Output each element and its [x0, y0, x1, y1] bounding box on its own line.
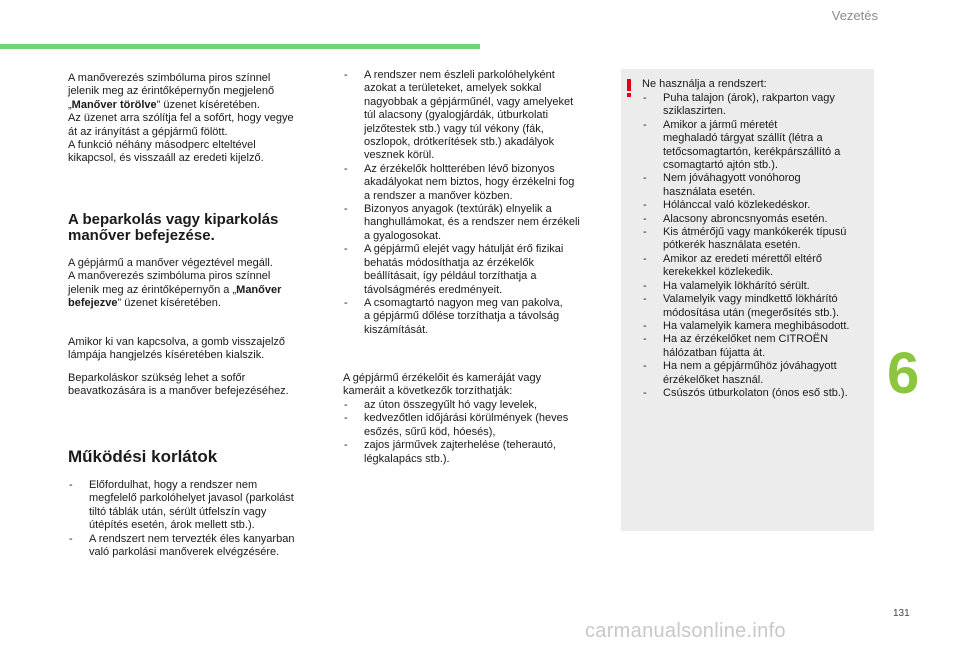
list-item-line: oszlopok, drótkerítések stb.) akadályok [364, 136, 555, 149]
chapter-number: 6 [887, 341, 920, 406]
list-item [642, 387, 872, 400]
list-item [642, 213, 872, 226]
list-item-line: esőzés, sűrű köd, hóesés), [364, 425, 496, 438]
list-item-line: Előfordulhat, hogy a rendszer nem [89, 479, 258, 491]
list-item-line: akadályokat nem biztos, hogy érzékelni fog [364, 176, 575, 189]
list-item-line: csomagtartó ajtón stb.). [663, 159, 778, 172]
list-item [642, 253, 872, 280]
list-item-line: nagyobbak a gépjárműnél, vagy amelyeket [364, 95, 574, 108]
page-number: 131 [893, 608, 910, 619]
para-line: A gépjármű a manőver végeztével megáll. [68, 257, 273, 269]
list-item [642, 172, 872, 199]
list-item-line: Amikor az eredeti mérettől eltérő [663, 252, 822, 265]
list-item-line: Csúszós útburkolaton (ónos eső stb.). [663, 386, 848, 399]
list-item [343, 297, 611, 337]
list-item-line: a gépjármű dőlése torzíthatja a távolság [364, 310, 560, 323]
list-item-line: használata esetén. [663, 185, 756, 198]
intro-line: jelenik meg az érintőképernyőn megjelenő [68, 85, 275, 98]
intro-line: „ [68, 98, 72, 111]
list-item-line: Ha az érzékelőket nem CITROËN [663, 333, 829, 346]
list-item-line: tetőcsomagtartón, kerékpárszállító a [663, 145, 841, 158]
list-item-line: megfelelő parkolóhelyet javasol (parkolást [89, 492, 294, 505]
intro-line: ” üzenet kíséretében. [156, 98, 260, 111]
list-item-line: kerekekkel közlekedik. [663, 266, 774, 279]
list-item-line: vesznek körül. [364, 149, 435, 162]
list-item [642, 320, 872, 333]
list-item-line: Kis átmérőjű vagy mankókerék típusú [663, 226, 847, 239]
list-item [642, 119, 872, 173]
list-item-line: útépítés esetén, árok mellett stb.). [89, 519, 255, 532]
heading-line: manőver befejezése. [68, 227, 215, 244]
bold-message: befejezve [68, 297, 118, 310]
list-item-line: érzékelőket használ. [663, 373, 764, 386]
list-item [343, 243, 611, 297]
finish-paragraph-1 [68, 257, 318, 311]
list-item-line: Amikor a jármű méretét [663, 118, 778, 131]
warning-exclamation-icon [623, 78, 635, 98]
watermark: carmanualsonline.info [585, 620, 786, 642]
section-heading-limits: Működési korlátok [68, 447, 218, 466]
list-item-line: Bizonyos anyagok (textúrák) elnyelik a [364, 203, 552, 216]
list-item-line: hálózatban fújatta át. [663, 346, 766, 359]
list-item [343, 412, 611, 439]
intro-line: kikapcsol, és visszaáll az eredeti kijelző. [68, 152, 264, 165]
heading-line: A beparkolás vagy kiparkolás [68, 211, 279, 228]
bold-message: Manőver [236, 283, 282, 296]
list-item [642, 226, 872, 253]
sensor-list [343, 399, 611, 466]
list-item-line: A gépjármű elejét vagy hátulját érő fizikai [364, 243, 564, 256]
para-line: kameráit a következők torzíthatják: [343, 385, 513, 398]
list-item-line: A rendszer nem észleli parkolóhelyként [364, 69, 555, 81]
list-item-line: Valamelyik vagy mindkettő lökhárító [663, 293, 838, 306]
warning-list [642, 92, 872, 400]
list-item-line: A rendszert nem tervezték éles kanyarban [89, 532, 295, 545]
finish-paragraph-2 [68, 336, 318, 363]
list-item [642, 280, 872, 293]
list-item-line: Hólánccal való közlekedéskor. [663, 199, 811, 212]
list-item [642, 92, 872, 119]
para-line: Amikor ki van kapcsolva, a gomb visszajelző [68, 336, 286, 348]
list-item-line: módosítása után (megerősítés stb.). [663, 306, 840, 319]
list-item-line: légkalapács stb.). [364, 452, 450, 465]
list-item [642, 199, 872, 212]
intro-paragraph [68, 72, 318, 166]
para-line: A manőverezés szimbóluma piros színnel [68, 270, 271, 283]
list-item-line: A csomagtartó nagyon meg van pakolva, [364, 296, 563, 309]
para-line: beavatkozására is a manőver befejezéséhez. [68, 385, 289, 398]
list-item-line: távolságmérés eredményeit. [364, 283, 503, 296]
list-item [68, 479, 330, 533]
intro-line: Az üzenet arra szólítja fel a sofőrt, hogy vegye [68, 112, 294, 125]
list-item-line: Nem jóváhagyott vonóhorog [663, 172, 801, 185]
warning-title: Ne használja a rendszert: [642, 78, 767, 90]
list-item-line: Puha talajon (árok), rakparton vagy [663, 92, 835, 104]
para-line: A gépjármű érzékelőit és kameráját vagy [343, 372, 542, 384]
list-item [642, 293, 872, 320]
list-item-line: az úton összegyűlt hó vagy levelek, [364, 399, 538, 411]
list-item-line: pótkerék használata esetén. [663, 239, 801, 252]
list-item-line: kedvezőtlen időjárási körülmények (heves [364, 412, 569, 425]
middle-list [343, 69, 611, 337]
section-heading-finish [68, 212, 278, 244]
list-item-line: való parkolási manőverek elvégzésére. [89, 546, 280, 559]
list-item-line: Ha nem a gépjárműhöz jóváhagyott [663, 360, 837, 373]
list-item-line: Ha valamelyik lökhárító sérült. [663, 279, 810, 292]
intro-line: A funkció néhány másodperc elteltével [68, 139, 256, 152]
list-item [68, 533, 330, 560]
list-item-line: zajos járművek zajterhelése (teherautó, [364, 439, 556, 452]
list-item-line: Alacsony abroncsnyomás esetén. [663, 212, 828, 225]
list-item-line: jelzőtestek stb.) vagy túl vékony (fák, [364, 122, 544, 135]
intro-line: A manőverezés szimbóluma piros színnel [68, 72, 271, 84]
list-item-line: behatás módosíthatja az érzékelők [364, 256, 534, 269]
list-item-line: túl alacsony (gyalogjárdák, útburkolati [364, 109, 549, 122]
para-line: jelenik meg az érintőképernyőn a „ [68, 283, 237, 296]
section-label: Vezetés [831, 8, 878, 23]
list-item [343, 163, 611, 203]
list-item-line: Az érzékelők holtterében lévő bizonyos [364, 162, 555, 175]
list-item [343, 399, 611, 412]
list-item-line: a rendszer a manőver közben. [364, 189, 513, 202]
para-line: Beparkoláskor szükség lehet a sofőr [68, 372, 246, 384]
list-item [343, 203, 611, 243]
finish-paragraph-3 [68, 372, 318, 399]
list-item-line: sziklaszirten. [663, 105, 726, 118]
list-item [343, 439, 611, 466]
list-item-line: tiltó táblák után, sérült útfelszín vagy [89, 505, 267, 518]
list-item [343, 69, 611, 163]
list-item-line: hanghullámokat, és a rendszer nem érzékeli [364, 216, 580, 229]
para-line: lámpája hangjelzés kíséretében kialszik. [68, 349, 265, 362]
list-item-line: kiszámítását. [364, 323, 429, 336]
list-item [642, 333, 872, 360]
list-item-line: azokat a területeket, amelyek sokkal [364, 82, 542, 95]
para-line: ” üzenet kíséretében. [117, 297, 221, 310]
intro-line: át az irányítást a gépjármű fölött. [68, 125, 228, 138]
list-item-line: Ha valamelyik kamera meghibásodott. [663, 319, 850, 332]
list-item-line: beállításait, így például torzíthatja a [364, 270, 537, 283]
list-item-line: a gyalogosokat. [364, 229, 442, 242]
list-item [642, 360, 872, 387]
header-accent-bar [0, 44, 480, 49]
intro-bold-message: Manőver törölve [71, 98, 157, 111]
limits-list [68, 479, 330, 559]
list-item-line: meghaladó tárgyat szállít (létra a [663, 132, 823, 145]
sensors-intro [343, 372, 611, 399]
